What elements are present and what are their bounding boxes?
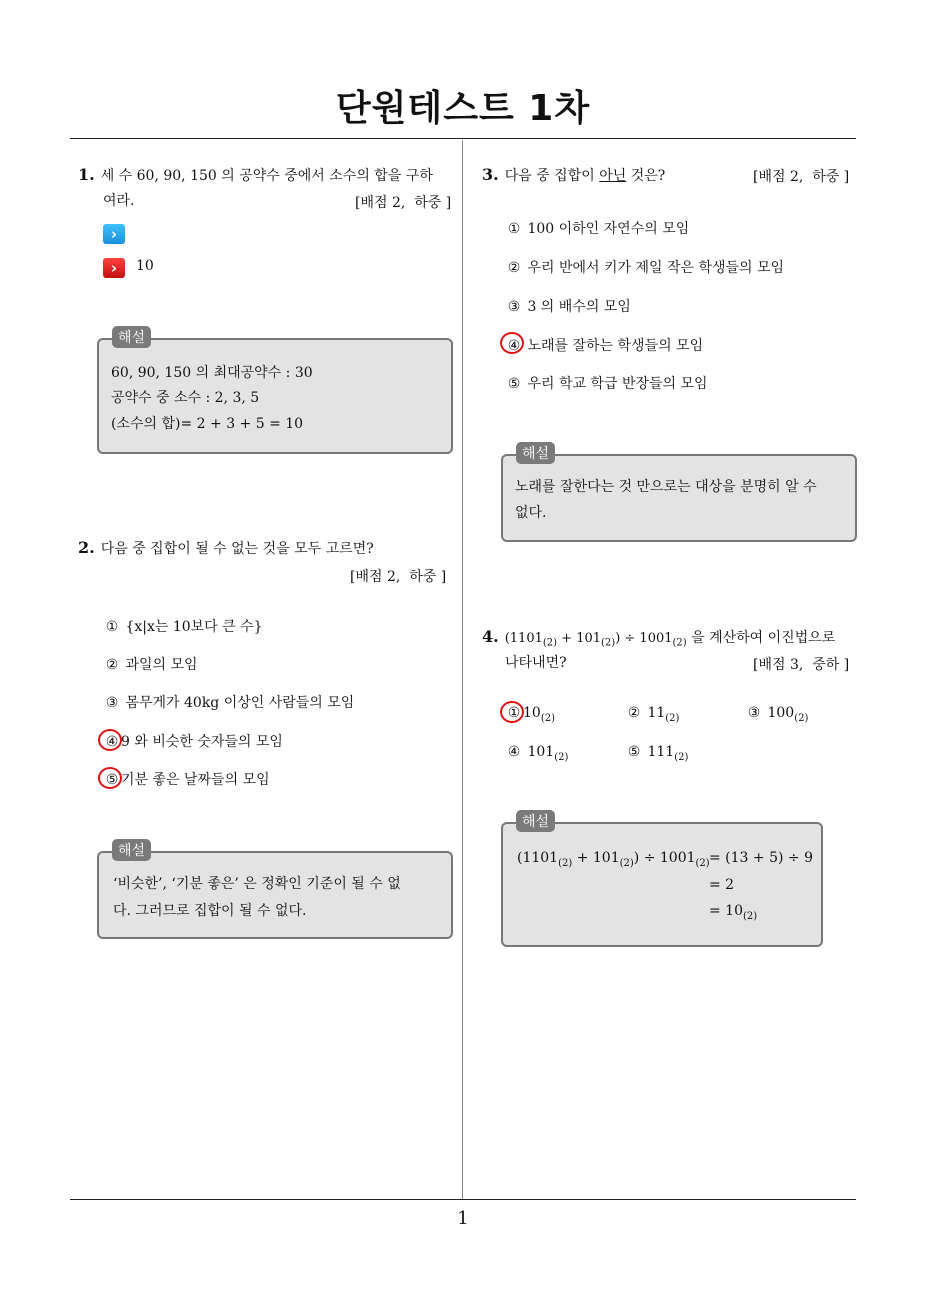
option-2: ② $11_{(2)}$ (627, 705, 680, 724)
option-3: ③ 몸무게가 40kg 이상인 사람들의 모임 (105, 695, 355, 711)
question-text: 세 수 60, 90, 150 의 공약수 중에서 소수의 합을 구하 (100, 168, 433, 184)
explanation-box-1 (97, 338, 453, 454)
option-4: ④ $101_{(2)}$ (507, 744, 569, 763)
explanation-line: 다. 그러므로 집합이 될 수 없다. (113, 903, 307, 919)
question-number: 4. (482, 627, 499, 646)
question-1 (78, 162, 458, 189)
bottom-divider (70, 1199, 856, 1200)
explanation-line: 없다. (515, 505, 547, 521)
explanation-label: 해설 (112, 326, 151, 348)
explanation-label: 해설 (516, 442, 555, 464)
explanation-label: 해설 (112, 839, 151, 861)
explanation-step: = 2 (709, 877, 735, 893)
score-meta: [배점 2, 하중 ] (753, 169, 850, 185)
explanation-line: 노래를 잘한다는 것 만으로는 대상을 분명히 알 수 (515, 479, 817, 495)
question-number: 3. (482, 165, 499, 184)
explanation-step: = $10_{(2)}$ (709, 903, 758, 922)
option-2: ② 우리 반에서 키가 제일 작은 학생들의 모임 (507, 260, 785, 276)
option-3: ③ 3 의 배수의 모임 (507, 299, 631, 315)
selected-answer-circle (500, 701, 524, 723)
question-4: 4. $(1101_{(2)} + 101_{(2)}) \div 1001_{(2)}$ 을 계산하여 이진법으로 (482, 627, 836, 649)
explanation-box-4 (501, 822, 823, 947)
selected-answer-circle (500, 332, 524, 354)
question-number: 1. (78, 165, 95, 184)
option-3: ③ $100_{(2)}$ (747, 705, 809, 724)
option-1: ① 100 이하인 자연수의 모임 (507, 221, 690, 237)
option-4: ④ 노래를 잘하는 학생들의 모임 (507, 338, 704, 354)
answer-value: 10 (136, 258, 154, 274)
option-4: ④ 9 와 비슷한 숫자들의 모임 (105, 734, 283, 750)
explanation-expression: $(1101_{(2)} + 101_{(2)}) \div 1001_{(2)}$ (517, 850, 710, 869)
explanation-box-3 (501, 454, 857, 542)
score-meta: [배점 2, 하중 ] (355, 195, 452, 211)
question-text-line2: 나타내면? (505, 655, 567, 671)
page-title: 단원테스트 1차 (335, 88, 591, 129)
explanation-label: 해설 (516, 810, 555, 832)
question-expression: $(1101_{(2)} + 101_{(2)}) \div 1001_{(2)}$ (504, 631, 687, 649)
score-meta: [배점 3, 중하 ] (753, 657, 850, 673)
option-2: ② 과일의 모임 (105, 657, 198, 673)
blue-arrow-icon: › (103, 224, 125, 244)
selected-answer-circle (98, 767, 122, 789)
explanation-step: = (13 + 5) ÷ 9 (709, 850, 813, 866)
option-1: ① {x|x는 10보다 큰 수} (105, 619, 263, 635)
option-5: ⑤ $111_{(2)}$ (627, 744, 689, 763)
option-1: ① $10_{(2)}$ (507, 705, 555, 724)
score-meta: [배점 2, 하중 ] (350, 569, 447, 585)
explanation-line: 공약수 중 소수 : 2, 3, 5 (111, 390, 260, 406)
option-5: ⑤ 기분 좋은 날짜들의 모임 (105, 772, 270, 788)
column-divider (462, 140, 463, 1200)
explanation-line: (소수의 합)= 2 + 3 + 5 = 10 (111, 416, 304, 432)
red-arrow-icon: › (103, 258, 125, 278)
question-text-line2: 여라. (103, 193, 135, 209)
question-text: 다음 중 집합이 될 수 없는 것을 모두 고르면? (100, 541, 374, 557)
explanation-line: ‘비슷한’, ‘기분 좋은’ 은 정확인 기준이 될 수 없 (113, 876, 401, 892)
option-5: ⑤ 우리 학교 학급 반장들의 모임 (507, 376, 708, 392)
top-divider (70, 138, 856, 139)
explanation-line: 60, 90, 150 의 최대공약수 : 30 (111, 365, 313, 381)
selected-answer-circle (98, 729, 122, 751)
page-number: 1 (457, 1208, 469, 1229)
explanation-box-2 (97, 851, 453, 939)
question-2 (78, 535, 374, 562)
question-number: 2. (78, 538, 95, 557)
question-3: 3. 다음 중 집합이 아닌 것은? (482, 165, 666, 184)
